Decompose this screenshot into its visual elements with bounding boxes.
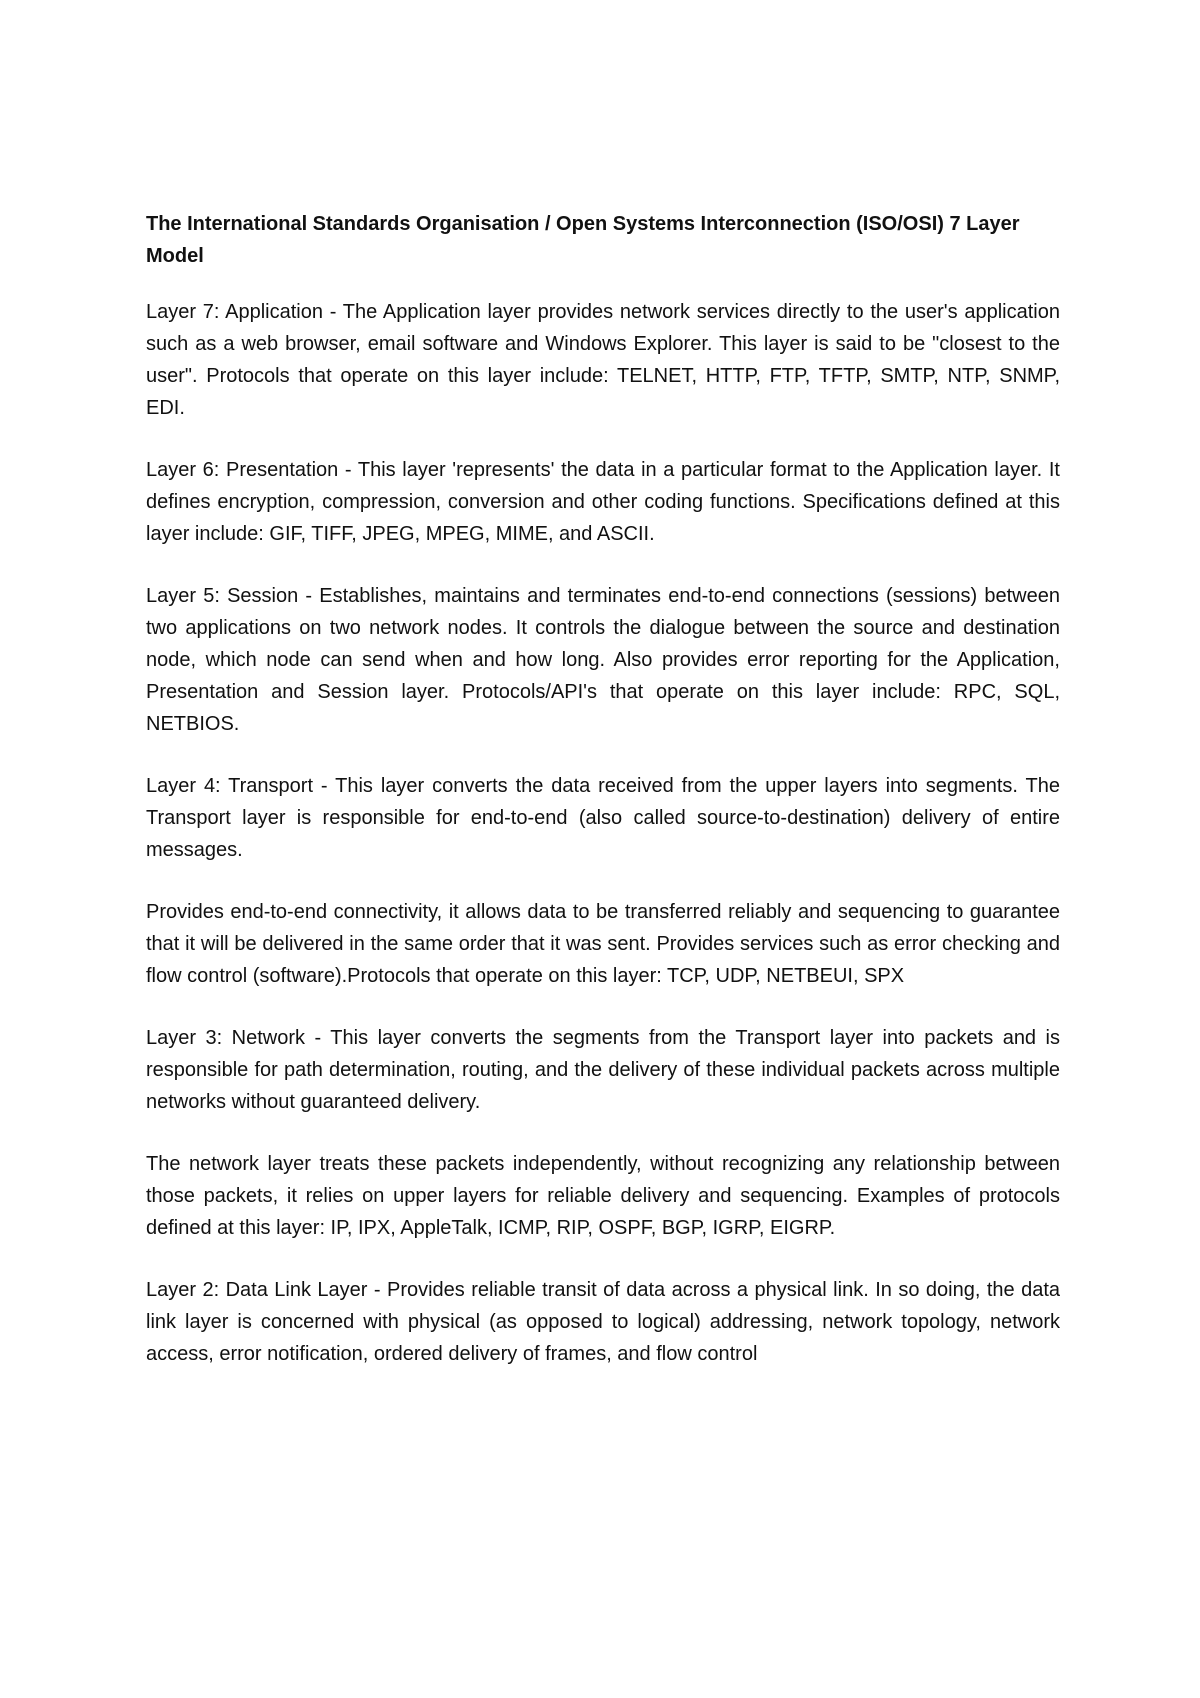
paragraph-layer-7: Layer 7: Application - The Application layer provides network services directly to the user's application such as a web browser, email software and Windows Explorer. This layer is said to be "closest to the user". Protocols that operate on this layer include: TELNET, HTTP, FTP, TFTP, SMTP, NTP, SNMP, EDI. <box>146 301 1060 419</box>
paragraph-layer-4: Layer 4: Transport - This layer converts the data received from the upper layers into segments. The Transport layer is responsible for end-to-end (also called source-to-destination) delivery of entire messages. <box>146 775 1060 861</box>
document-title: The International Standards Organisation / Open Systems Interconnection (ISO/OSI) 7 Layer Model <box>146 213 1020 267</box>
paragraph-layer-3-details: The network layer treats these packets independently, without recognizing any relationship between those packets, it relies on upper layers for reliable delivery and sequencing. Examples of protocols defined at this layer: IP, IPX, AppleTalk, ICMP, RIP, OSPF, BGP, IGRP, EIGRP. <box>146 1153 1060 1239</box>
paragraph-layer-6: Layer 6: Presentation - This layer 'represents' the data in a particular format to the Application layer. It defines encryption, compression, conversion and other coding functions. Specifications defined at this layer include: GIF, TIFF, JPEG, MPEG, MIME, and ASCII. <box>146 459 1060 545</box>
paragraph-layer-5: Layer 5: Session - Establishes, maintains and terminates end-to-end connections (sessions) between two applications on two network nodes. It controls the dialogue between the source and destination node, which node can send when and how long. Also provides error reporting for the Application, Presentation and Session layer. Protocols/API's that operate on this layer include: RPC, SQL, NETBIOS. <box>146 585 1060 735</box>
document-page <box>146 208 1060 1658</box>
paragraph-layer-4-details: Provides end-to-end connectivity, it allows data to be transferred reliably and sequencing to guarantee that it will be delivered in the same order that it was sent. Provides services such as error checking and flow control (software).Protocols that operate on this layer: TCP, UDP, NETBEUI, SPX <box>146 901 1060 987</box>
paragraph-layer-2: Layer 2: Data Link Layer - Provides reliable transit of data across a physical link. In so doing, the data link layer is concerned with physical (as opposed to logical) addressing, network topology, network access, error notification, ordered delivery of frames, and flow control <box>146 1279 1060 1365</box>
paragraph-layer-3: Layer 3: Network - This layer converts the segments from the Transport layer into packets and is responsible for path determination, routing, and the delivery of these individual packets across multiple networks without guaranteed delivery. <box>146 1027 1060 1113</box>
